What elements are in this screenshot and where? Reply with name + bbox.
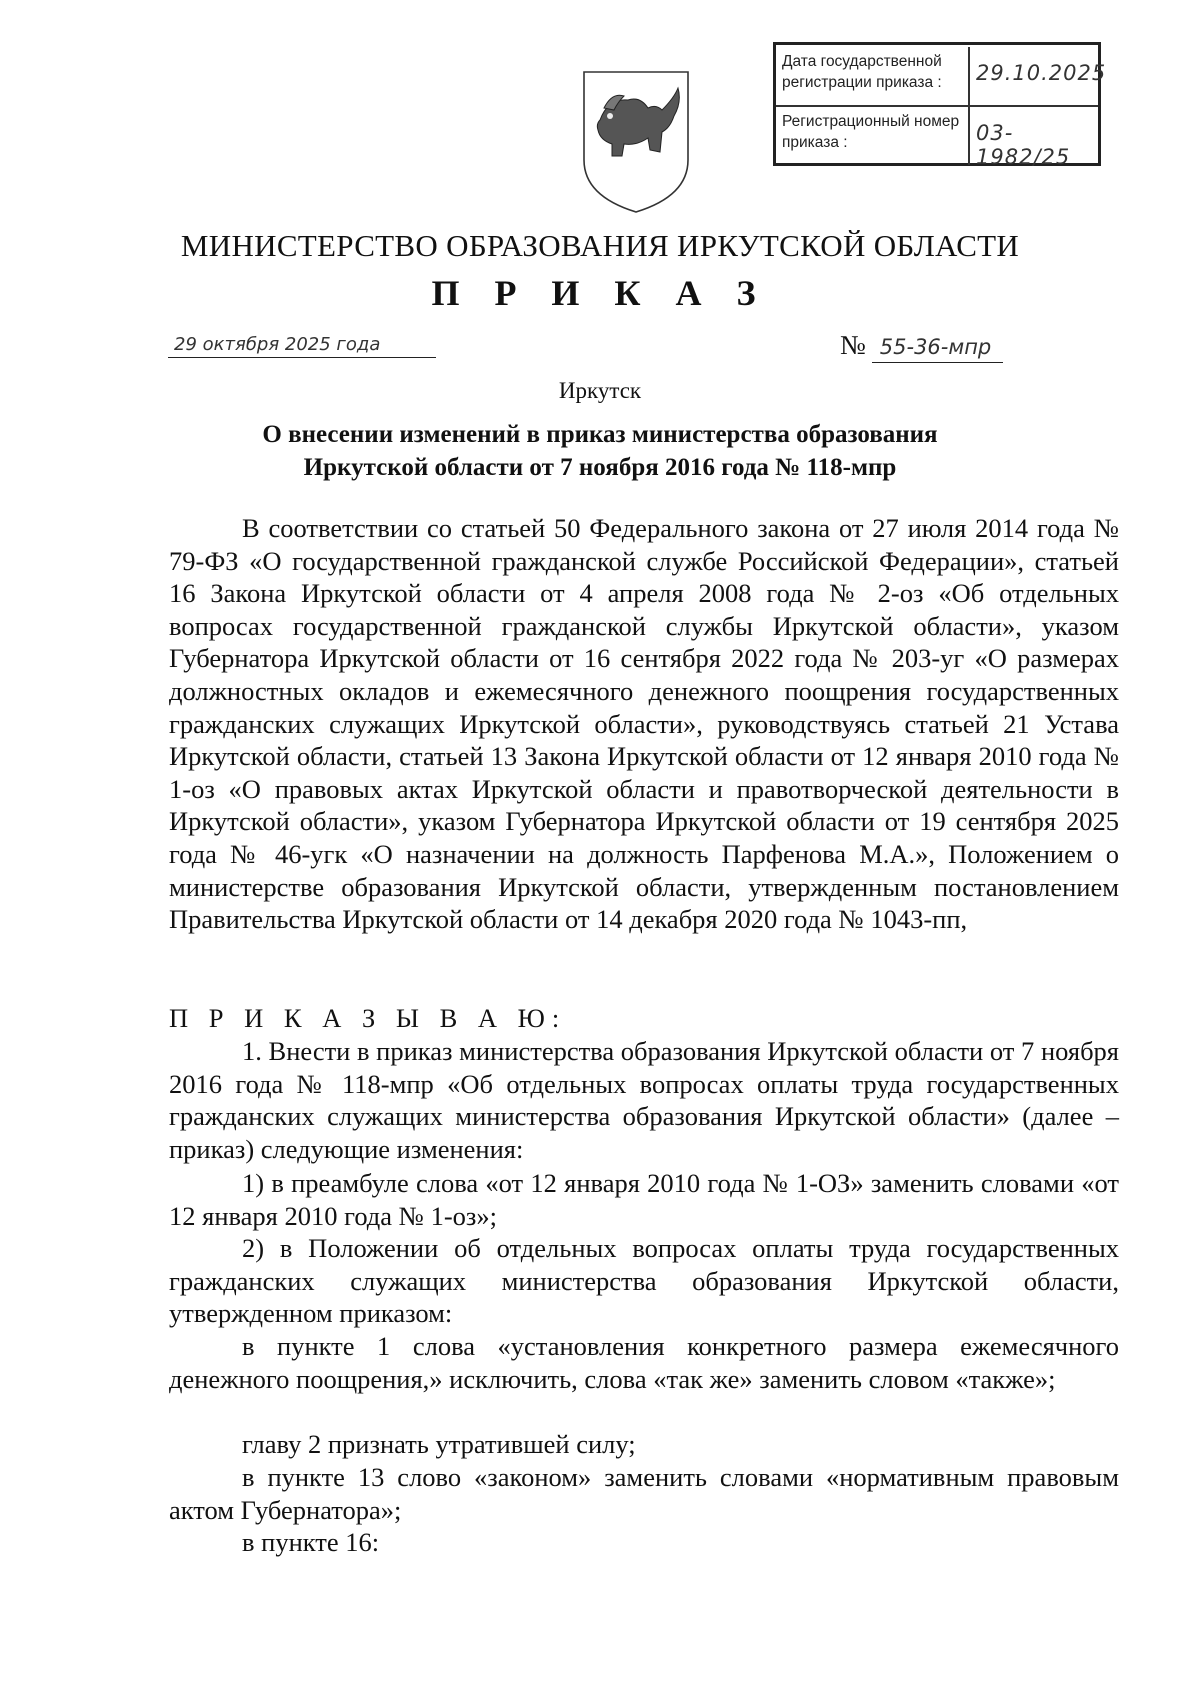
preamble-paragraph: В соответствии со статьей 50 Федерального закона от 27 июля 2014 года № 79-ФЗ «О государственной гражданской службе Российской Федерации», статьей 16 Закона Иркутской области от 4 апреля 2008 года № 2-оз «Об отдельных вопросах государственной гражданской службы Иркутской области», указом Губернатора Иркутской области от 16 сентября 2022 года № 203-уг «О размерах должностных окладов и ежемесячного денежного поощрения государственных гражданских служащих Иркутской области», руководствуясь статьей 21 Устава Иркутской области, статьей 13 Закона Иркутской области от 12 января 2010 года № 1-оз «О правовых актах Иркутской области и правотворческой деятельности в Иркутской области», указом Губернатора Иркутской области от 19 сентября 2025 года № 46-угк «О назначении на должность Парфенова М.А.», Положением о министерстве образования Иркутской области, утвержденным постановлением Правительства Иркутской области от 14 декабря 2020 года № 1043-пп,: [169, 513, 1119, 935]
orders-heading: П Р И К А З Ы В А Ю:: [169, 1003, 567, 1033]
point-1-paragraph: 1. Внести в приказ министерства образования Иркутской области от 7 ноября 2016 года № 118-мпр «Об отдельных вопросах оплаты труда государственных гражданских служащих министерства образования Иркутской области» (далее – приказ) следующие изменения:: [169, 1036, 1119, 1164]
amendment-item-paragraph: в пункте 1 слова «установления конкретного размера ежемесячного денежного поощрения,» исключить, слова «так же» заменить словом «также»;: [169, 1331, 1119, 1394]
ministry-name: МИНИСТЕРСТВО ОБРАЗОВАНИЯ ИРКУТСКОЙ ОБЛАСТИ: [180, 228, 1020, 263]
stamp-divider: [968, 107, 970, 165]
registration-stamp: [773, 42, 1107, 169]
order-date-handwritten: 29 октября 2025 года: [168, 333, 436, 358]
amendment-item-paragraph: в пункте 16:: [242, 1527, 380, 1557]
registration-date-row: [776, 47, 1107, 107]
subpoint-1-paragraph: 1) в преамбуле слова «от 12 января 2010 года № 1-ОЗ» заменить словами «от 12 января 2010 года № 1-оз»;: [169, 1168, 1119, 1231]
subject-line-2: Иркутской области от 7 ноября 2016 года № 118-мпр: [303, 454, 897, 481]
subject-line-1: О внесении изменений в приказ министерства образования: [262, 421, 938, 448]
amendment-item-paragraph: в пункте 13 слово «законом» заменить словами «нормативным правовым актом Губернатора»;: [169, 1462, 1119, 1525]
stamp-divider: [968, 47, 970, 105]
order-subject: [0, 418, 1200, 484]
order-number: [840, 330, 1003, 363]
registration-number-row: [776, 107, 1098, 169]
order-number-handwritten: 55-36-мпр: [872, 332, 1004, 363]
registration-number-label: Регистрационный номер приказа :: [782, 113, 960, 151]
city-name: Иркутск: [558, 378, 642, 403]
registration-date-value: 29.10.2025: [976, 61, 1107, 85]
document-title: П Р И К А З: [431, 273, 769, 313]
subpoint-2-paragraph: 2) в Положении об отдельных вопросах оплаты труда государственных гражданских служащих министерства образования Иркутской области, утвержденном приказом:: [169, 1233, 1119, 1329]
registration-number-value: 03-1982/25: [976, 121, 1071, 169]
registration-date-label: Дата государственной регистрации приказа :: [782, 53, 942, 91]
coat-of-arms-icon: [578, 68, 694, 216]
amendment-item-paragraph: главу 2 признать утратившей силу;: [242, 1429, 636, 1459]
number-sign: №: [840, 330, 866, 360]
